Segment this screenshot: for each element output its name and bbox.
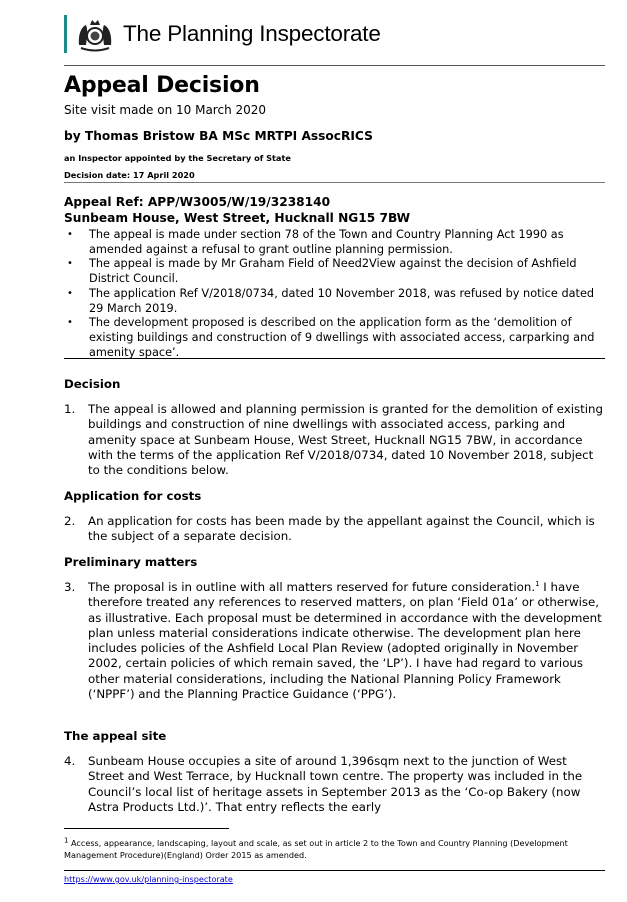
footnote-reference[interactable]: 1 — [535, 580, 540, 589]
royal-coat-of-arms-icon — [75, 15, 115, 53]
paragraph-text: The proposal is in outline with all matters reserved for future consideration.$^1$ I have therefore treated any references to reserved matters, on plan ‘Field 01a’ or otherwise, as illustrative. Each proposal must be determined in accordance with the development plan unless material considerations indicate otherwise. The development plan here includes policies of the Ashfield Local Plan Review (adopted originally in November 2002, certain policies of which remain saved, the ‘LP’). I have had regard to various other material considerations, including the National Planning Policy Framework (‘NPPF’) and the Planning Practice Guidance (‘PPG’). — [88, 580, 602, 702]
paragraph-3 — [64, 580, 604, 702]
footer-link[interactable]: https://www.gov.uk/planning-inspectorate — [64, 874, 233, 884]
summary-bullet: • The appeal is made by Mr Graham Field of Need2View against the decision of Ashfield District Council. — [64, 257, 609, 286]
section-heading-preliminary: Preliminary matters — [64, 555, 198, 569]
appeal-reference-block — [64, 194, 410, 226]
paragraph-1 — [64, 402, 604, 478]
section-heading-decision: Decision — [64, 377, 121, 391]
paragraph-number: 2. — [64, 514, 76, 528]
paragraph-text: The appeal is allowed and planning permission is granted for the demolition of existing buildings and construction of nine dwellings with associated access, parking and amenity space at Sunbeam House, West Street, Hucknall NG15 7BW, in accordance with the terms of the application Ref V/2018/0734, dated 10 November 2018, subject to the conditions below. — [88, 402, 604, 478]
footnote — [64, 837, 609, 862]
decision-date: Decision date: 17 April 2020 — [64, 170, 195, 180]
section-heading-appeal-site: The appeal site — [64, 729, 167, 743]
site-address: Sunbeam House, West Street, Hucknall NG15 7BW — [64, 211, 411, 225]
summary-bullet: • The application Ref V/2018/0734, dated 10 November 2018, was refused by notice dated 29 March 2019. — [64, 287, 609, 316]
section-heading-costs: Application for costs — [64, 489, 202, 503]
paragraph-4 — [64, 754, 604, 815]
paragraph-text: Sunbeam House occupies a site of around 1,396sqm next to the junction of West Street and West Terrace, by Hucknall town centre. The property was included in the Council’s local list of heritage assets in September 2013 as the ‘Co-op Bakery (now Astra Products Ltd.)’. That entry reflects the early — [88, 754, 583, 814]
accent-bar — [64, 15, 67, 53]
page-header — [64, 14, 381, 54]
paragraph-2 — [64, 514, 604, 545]
header-divider — [64, 65, 605, 66]
organization-name: The Planning Inspectorate — [123, 21, 381, 46]
footnote-divider — [64, 828, 229, 829]
paragraph-number: 4. — [64, 754, 76, 768]
paragraph-number: 3. — [64, 580, 76, 594]
appointment-note: an Inspector appointed by the Secretary of State — [64, 153, 291, 163]
decision-date-divider — [64, 182, 605, 183]
summary-bullet: • The appeal is made under section 78 of the Town and Country Planning Act 1990 as amended against a refusal to grant outline planning permission. — [64, 228, 609, 257]
appeal-summary-list — [64, 228, 609, 360]
summary-divider — [64, 358, 605, 359]
footer-divider — [64, 870, 605, 871]
paragraph-number: 1. — [64, 402, 76, 416]
paragraph-text: An application for costs has been made by the appellant against the Council, which is the subject of a separate decision. — [88, 514, 595, 544]
summary-bullet: • The development proposed is described on the application form as the ‘demolition of existing buildings and construction of 9 dwellings with associated access, carparking and amenity space’. — [64, 316, 609, 360]
page-title: Appeal Decision — [64, 73, 260, 98]
site-visit-date: Site visit made on 10 March 2020 — [64, 103, 267, 117]
appeal-ref: Appeal Ref: APP/W3005/W/19/3238140 — [64, 195, 331, 209]
footnote-text: Access, appearance, landscaping, layout and scale, as set out in article 2 to the Town and Country Planning (Development Management Procedure)(England) Order 2015 as amended. — [64, 838, 568, 861]
footnote-marker: 1 — [64, 836, 69, 845]
inspector-name: by Thomas Bristow BA MSc MRTPI AssocRICS — [64, 129, 373, 143]
